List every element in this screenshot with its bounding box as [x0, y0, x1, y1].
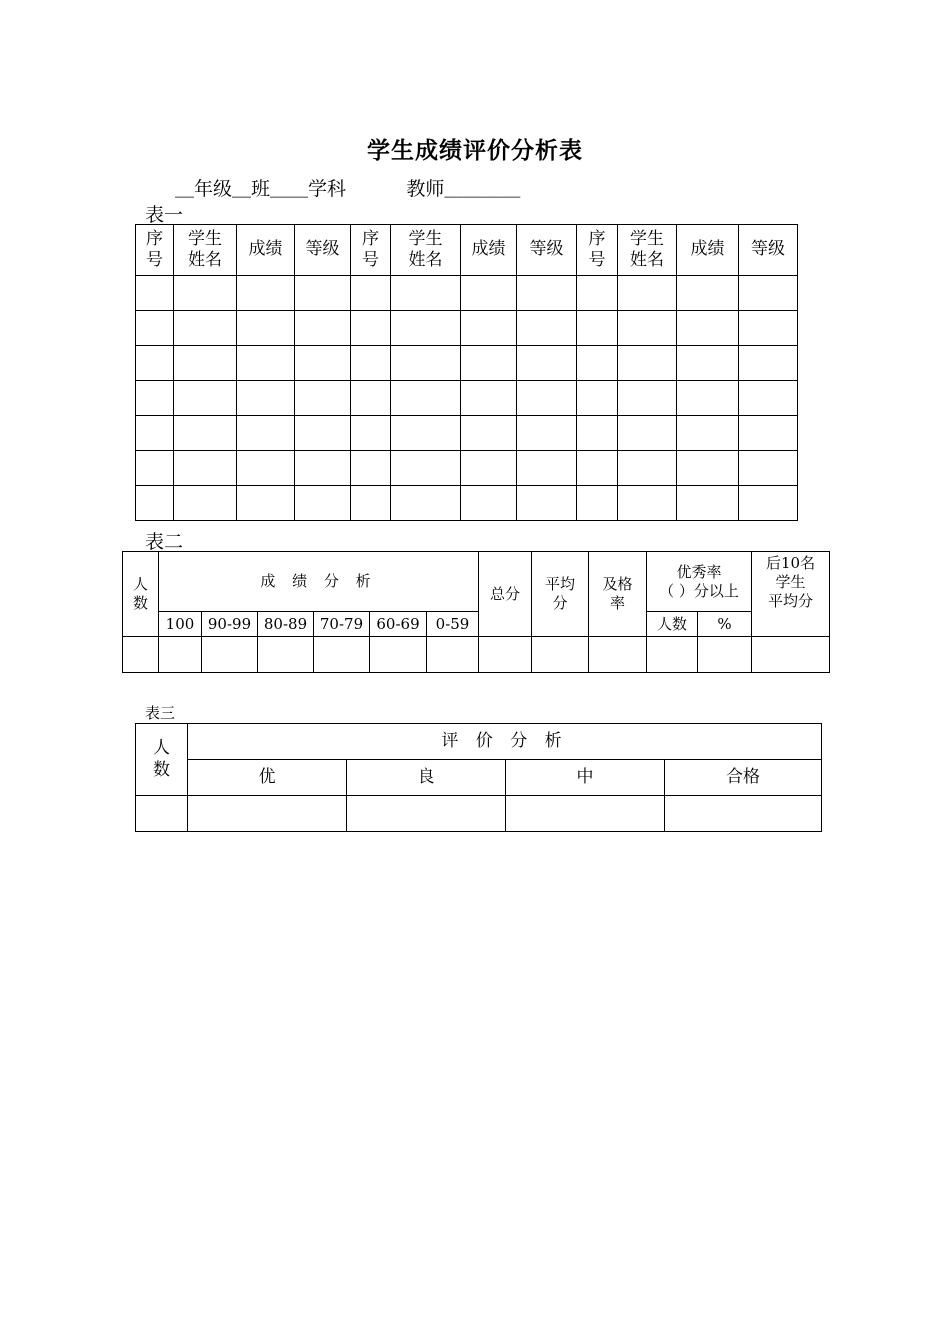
range-0-59: 0-59 [427, 612, 479, 637]
table1-cell[interactable] [351, 311, 391, 346]
table1-cell[interactable] [739, 486, 798, 521]
table1-cell[interactable] [237, 451, 295, 486]
table1-header-cell: 成绩 [237, 225, 295, 276]
table1-cell[interactable] [577, 486, 618, 521]
table1-cell[interactable] [351, 416, 391, 451]
range-80-89: 80-89 [258, 612, 314, 637]
table1-cell[interactable] [295, 416, 351, 451]
table1-cell[interactable] [517, 381, 577, 416]
table1-cell[interactable] [136, 451, 174, 486]
table1-cell[interactable] [295, 346, 351, 381]
table1-cell[interactable] [237, 276, 295, 311]
table1-cell[interactable] [739, 381, 798, 416]
table1-cell[interactable] [174, 346, 237, 381]
table1-cell[interactable] [351, 451, 391, 486]
table-row [136, 381, 798, 416]
table1-cell[interactable] [391, 486, 461, 521]
table1-cell[interactable] [677, 381, 739, 416]
table1-cell[interactable] [618, 381, 677, 416]
table1-cell[interactable] [677, 416, 739, 451]
table1-header-cell: 成绩 [461, 225, 517, 276]
table1-cell[interactable] [577, 346, 618, 381]
table1-cell[interactable] [577, 311, 618, 346]
excellent-count-header: 人数 [647, 612, 698, 637]
table1-cell[interactable] [677, 451, 739, 486]
table1-cell[interactable] [739, 276, 798, 311]
grade-good-header: 良 [347, 760, 506, 796]
table1-cell[interactable] [618, 276, 677, 311]
table1-cell[interactable] [577, 416, 618, 451]
range-100: 100 [159, 612, 202, 637]
table1-cell[interactable] [517, 416, 577, 451]
table1-cell[interactable] [174, 276, 237, 311]
grade-excellent-header: 优 [188, 760, 347, 796]
excellent-rate-header: 优秀率 （ ）分以上 [647, 552, 752, 612]
table1-cell[interactable] [136, 346, 174, 381]
table1-cell[interactable] [174, 416, 237, 451]
table1-cell[interactable] [295, 276, 351, 311]
grade-pass-header: 合格 [665, 760, 822, 796]
table1-cell[interactable] [618, 451, 677, 486]
table1-cell[interactable] [391, 381, 461, 416]
table1-header-cell: 成绩 [677, 225, 739, 276]
table1-header-cell: 等级 [517, 225, 577, 276]
table3-caption: 表三 [145, 704, 176, 722]
table1-cell[interactable] [517, 451, 577, 486]
class-subject-teacher-line: ＿年级＿班＿＿学科 教师＿＿＿＿ [175, 178, 521, 200]
table1-cell[interactable] [618, 416, 677, 451]
average-header: 平均 分 [532, 552, 589, 637]
table1-cell[interactable] [136, 416, 174, 451]
table1-cell[interactable] [295, 381, 351, 416]
table1-header-cell: 序 号 [577, 225, 618, 276]
table1-cell[interactable] [461, 451, 517, 486]
table1-cell[interactable] [677, 346, 739, 381]
table1-cell[interactable] [295, 486, 351, 521]
table1-cell[interactable] [351, 381, 391, 416]
excellent-percent-header: % [698, 612, 752, 637]
table1-cell[interactable] [351, 276, 391, 311]
total-header: 总分 [479, 552, 532, 637]
table1-caption: 表一 [145, 204, 184, 226]
evaluation-analysis-header: 评 价 分 析 [188, 724, 822, 760]
table1-cell[interactable] [237, 346, 295, 381]
table1-header-cell: 学生 姓名 [618, 225, 677, 276]
table1-cell[interactable] [517, 276, 577, 311]
table1-cell[interactable] [136, 276, 174, 311]
table-row [136, 346, 798, 381]
table1-cell[interactable] [174, 486, 237, 521]
table1-cell[interactable] [391, 311, 461, 346]
table1-cell[interactable] [391, 451, 461, 486]
table1-header-cell: 学生 姓名 [174, 225, 237, 276]
table1-cell[interactable] [739, 311, 798, 346]
table1-cell[interactable] [461, 381, 517, 416]
table1-cell[interactable] [577, 381, 618, 416]
table1-cell[interactable] [461, 486, 517, 521]
table1-cell[interactable] [739, 416, 798, 451]
table1-cell[interactable] [391, 276, 461, 311]
table-row [136, 796, 822, 832]
table1-header-cell: 等级 [739, 225, 798, 276]
table1-cell[interactable] [739, 451, 798, 486]
table1-cell[interactable] [174, 381, 237, 416]
table1-header-cell: 序 号 [351, 225, 391, 276]
table-row [123, 637, 830, 673]
table1-cell[interactable] [174, 311, 237, 346]
table1-cell[interactable] [677, 311, 739, 346]
bottom10-average-header: 后10名 学生 平均分 [752, 552, 830, 637]
table1-header-cell: 等级 [295, 225, 351, 276]
table1-cell[interactable] [461, 311, 517, 346]
table1-cell[interactable] [391, 346, 461, 381]
range-60-69: 60-69 [370, 612, 427, 637]
table1-cell[interactable] [577, 276, 618, 311]
table-row [136, 486, 798, 521]
table-row [136, 451, 798, 486]
table1-cell[interactable] [237, 311, 295, 346]
table1-cell[interactable] [618, 486, 677, 521]
table1-header-cell: 序 号 [136, 225, 174, 276]
table1-cell[interactable] [351, 486, 391, 521]
table1-cell[interactable] [461, 346, 517, 381]
table1-cell[interactable] [577, 451, 618, 486]
range-70-79: 70-79 [314, 612, 370, 637]
table1-cell[interactable] [739, 346, 798, 381]
count-header: 人 数 [123, 552, 159, 637]
count-header: 人 数 [136, 724, 188, 796]
table1-cell[interactable] [391, 416, 461, 451]
table1-cell[interactable] [517, 346, 577, 381]
table1-cell[interactable] [174, 451, 237, 486]
table1-cell[interactable] [295, 311, 351, 346]
table2-caption: 表二 [145, 531, 184, 553]
pass-rate-header: 及格 率 [589, 552, 647, 637]
table1-score-list [135, 224, 798, 521]
table3-evaluation-analysis [135, 723, 822, 832]
table1-cell[interactable] [677, 486, 739, 521]
table1-cell[interactable] [618, 311, 677, 346]
table1-cell[interactable] [136, 381, 174, 416]
table1-cell[interactable] [517, 311, 577, 346]
range-90-99: 90-99 [202, 612, 258, 637]
table1-cell[interactable] [677, 276, 739, 311]
table1-cell[interactable] [517, 486, 577, 521]
table1-cell[interactable] [136, 311, 174, 346]
table1-header-cell: 学生 姓名 [391, 225, 461, 276]
table1-header-row [136, 225, 798, 276]
table-row [136, 276, 798, 311]
grade-medium-header: 中 [506, 760, 665, 796]
table1-cell[interactable] [351, 346, 391, 381]
table2-score-analysis [122, 551, 830, 673]
table1-cell[interactable] [295, 451, 351, 486]
table1-cell[interactable] [237, 486, 295, 521]
table-row [136, 416, 798, 451]
table1-cell[interactable] [136, 486, 174, 521]
page-title: 学生成绩评价分析表 [367, 137, 583, 164]
score-analysis-header: 成 绩 分 析 [159, 552, 479, 612]
table-row [136, 311, 798, 346]
table1-cell[interactable] [461, 276, 517, 311]
table1-cell[interactable] [237, 381, 295, 416]
table1-cell[interactable] [237, 416, 295, 451]
table1-cell[interactable] [618, 346, 677, 381]
table1-cell[interactable] [461, 416, 517, 451]
